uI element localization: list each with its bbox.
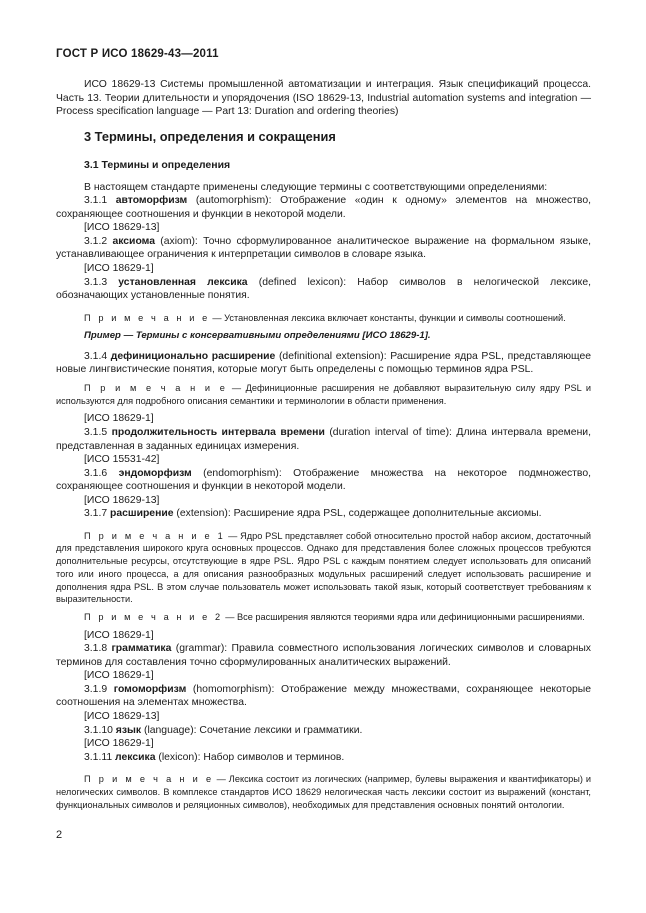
subsection-title: 3.1 Термины и определения bbox=[84, 159, 231, 172]
term-name: лексика bbox=[115, 751, 156, 763]
term-3-1-7: 3.1.7 расширение (extension): Расширение ядра PSL, содержащее дополнительные аксиомы. bbox=[84, 508, 542, 520]
source-ref: [ИСО 18629-1] bbox=[84, 738, 154, 750]
term-3-1-8: 3.1.8 грамматика (grammar): Правила совместного использования логических символов и словарных терминов для составления точно сформулированных аналитических выражений. bbox=[56, 643, 591, 668]
source-ref: [ИСО 18629-13] bbox=[84, 710, 160, 722]
source-ref: [ИСО 15531-42] bbox=[84, 454, 160, 466]
note-2-3-1-7: П р и м е ч а н и е 2 — Все расширения являются теориями ядра или дефиниционными расширениями. bbox=[84, 612, 585, 622]
term-name: язык bbox=[115, 724, 142, 736]
lead-paragraph: В настоящем стандарте применены следующие термины с соответствующими определениями: bbox=[84, 181, 548, 193]
note-3-1-4: П р и м е ч а н и е — Дефиниционные расширения не добавляют выразительную силу ядру PSL и используются для подробного описания семантики и терминологии в области применения. bbox=[56, 383, 592, 406]
intro-paragraph: ИСО 18629-13 Системы промышленной автоматизации и интеграция. Язык спецификаций процесса. Часть 13. Теории длительности и упорядочения (ISO 18629-13, Industrial automation systems and integration — Process specification language — Part 13: Duration and ordering theories) bbox=[56, 79, 591, 118]
document-header: ГОСТ Р ИСО 18629-43—2011 bbox=[56, 48, 219, 60]
section-title: 3 Термины, определения и сокращения bbox=[84, 128, 336, 144]
term-3-1-3: 3.1.3 установленная лексика (defined lexicon): Набор символов в нелогической лексике, обозначающих установленные понятия. bbox=[56, 276, 592, 302]
term-3-1-11: 3.1.11 лексика (lexicon): Набор символов и терминов. bbox=[84, 751, 345, 763]
term-3-1-10: 3.1.10 язык (language): Сочетание лексики и грамматики. bbox=[84, 724, 363, 736]
note-3-1-3: П р и м е ч а н и е — Установленная лексика включает константы, функции и символы соотношений. bbox=[84, 312, 566, 323]
source-ref: [ИСО 18629-1] bbox=[84, 670, 154, 682]
note-1-3-1-7: П р и м е ч а н и е 1 — Ядро PSL представляет собой относительно простой набор аксиом, достаточный для представления широкого круга основных процессов. Однако для представления более сложных процессов требуются дополнительные ресурсы, отсутствующие в ядре PSL. Ядро PSL с каждым понятием следует использовать для описаний того или иного процесса, а для описания разнообразных модульных расширений следует использовать расширение и дополнения ядра PSL. В этом случае пользователь может использовать такой язык, который соответствует требованиям к выразительности. bbox=[56, 530, 591, 605]
term-name: автоморфизм bbox=[115, 195, 188, 207]
page-number: 2 bbox=[56, 829, 63, 841]
term-name: гомоморфизм bbox=[113, 683, 187, 695]
term-name: продолжительность интервала времени bbox=[111, 426, 325, 438]
term-name: аксиома bbox=[112, 235, 155, 247]
note-3-1-11: П р и м е ч а н и е — Лексика состоит из логических (например, булевы выражения и квантификаторы) и нелогических символов. В комплексе стандартов ИСО 18629 нелогическая часть лексики состоит из выражений (констант, функциональных символов и реляционных символов), необходимых для представления основных понятий онтологии. bbox=[56, 774, 591, 810]
term-name: дефиниционально расширение bbox=[110, 350, 276, 362]
source-ref: [ИСО 18629-1] bbox=[84, 413, 154, 425]
term-3-1-9: 3.1.9 гомоморфизм (homomorphism): Отображение между множествами, сохраняющее некоторые соотношения на элементах множества. bbox=[56, 683, 592, 709]
term-3-1-5: 3.1.5 продолжительность интервала времени (duration interval of time): Длина интервала времени, представленная в заданных единицах измерения. bbox=[56, 426, 591, 452]
term-name: грамматика bbox=[111, 643, 172, 655]
term-3-1-4: 3.1.4 дефиниционально расширение (definitional extension): Расширение ядра PSL, представляющее новые лингвистические понятия, которые могут быть определены с помощью терминов ядра PSL. bbox=[56, 350, 591, 376]
source-ref: [ИСО 18629-1] bbox=[84, 629, 154, 641]
document-body bbox=[56, 78, 591, 816]
source-ref: [ИСО 18629-13] bbox=[84, 222, 160, 234]
term-3-1-6: 3.1.6 эндоморфизм (endomorphism): Отображение множества на некоторое подмножество, сохраняющее соотношения и функции в некоторой модели. bbox=[56, 467, 592, 493]
term-name: расширение bbox=[110, 508, 174, 520]
source-ref: [ИСО 18629-13] bbox=[84, 494, 160, 506]
term-3-1-1: 3.1.1 автоморфизм (automorphism): Отображение «один к одному» элементов на множество, сохраняющее соотношения и функции в некоторой модели. bbox=[56, 195, 592, 220]
term-name: установленная лексика bbox=[118, 276, 248, 288]
example-line: Пример — Термины с консервативными определениями [ИСО 18629-1]. bbox=[84, 330, 431, 342]
source-ref: [ИСО 18629-1] bbox=[84, 263, 154, 275]
term-3-1-2: 3.1.2 аксиома (axiom): Точно сформулированное аналитическое выражение на формальном языке, устанавливающее ограничения к интерпретации символов в словаре языка. bbox=[56, 235, 592, 261]
term-name: эндоморфизм bbox=[118, 467, 192, 479]
